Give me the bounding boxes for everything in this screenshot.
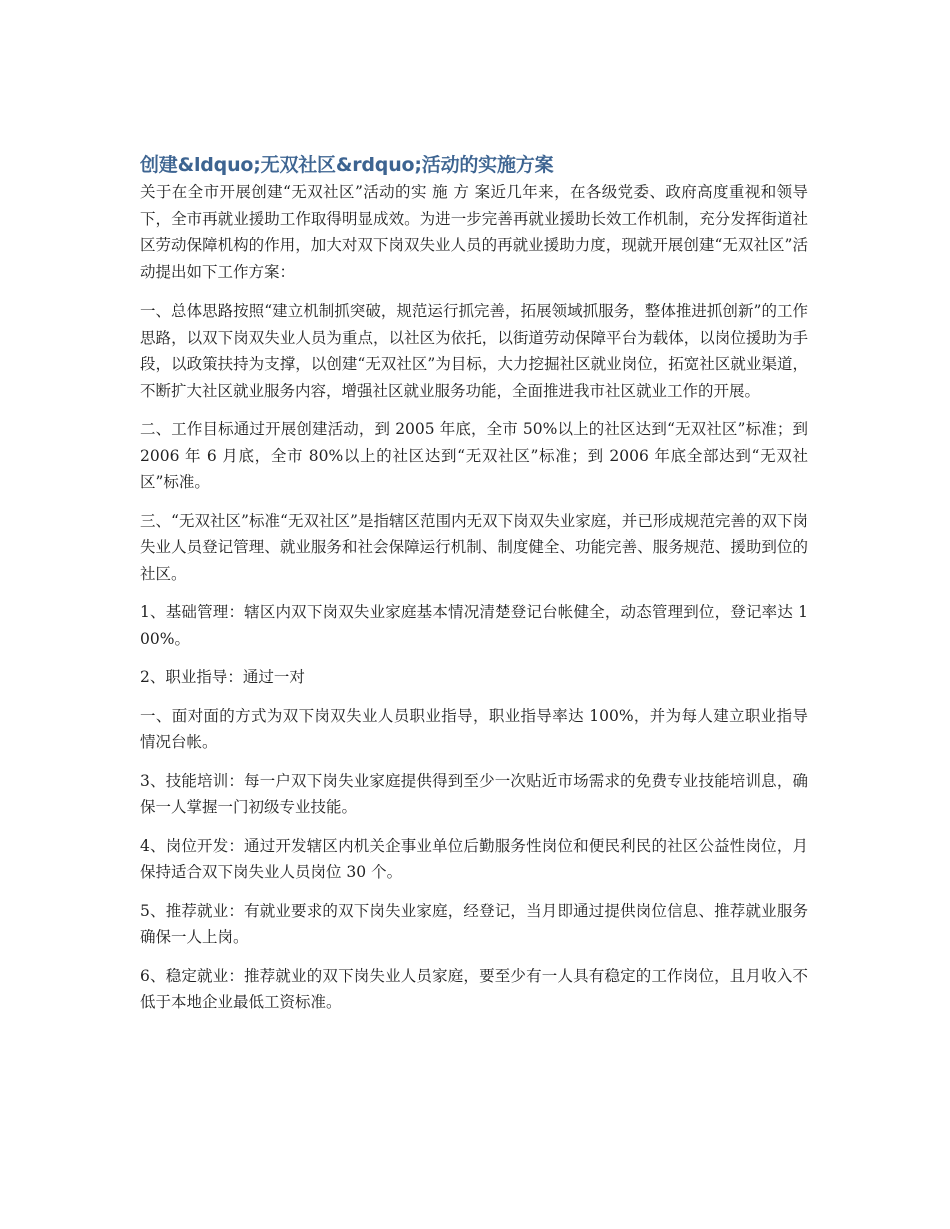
paragraph-general-approach: 一、总体思路按照“建立机制抓突破，规范运行抓完善，拓展领域抓服务，整体推进抓创新”的工作思路，以双下岗双失业人员为重点，以社区为依托，以街道劳动保障平台为载体，以岗位援助为手段，以政策扶持为支撑，以创建“无双社区”为目标，大力挖掘社区就业岗位，拓宽社区就业渠道，不断扩大社区就业服务内容，增强社区就业服务功能，全面推进我市社区就业工作的开展。 [140,302,808,400]
paragraph-job-development: 4、岗位开发：通过开发辖区内机关企事业单位后勤服务性岗位和便民利民的社区公益性岗位，月保持适合双下岗失业人员岗位 30 个。 [140,836,808,881]
paragraph-recommend-employment: 5、推荐就业：有就业要求的双下岗失业家庭，经登记，当月即通过提供岗位信息、推荐就业服务确保一人上岗。 [140,901,808,946]
paragraph-face-to-face: 一、面对面的方式为双下岗双失业人员职业指导，职业指导率达 100%，并为每人建立职业指导情况台帐。 [140,706,808,751]
paragraph-skills-training: 3、技能培训：每一户双下岗失业家庭提供得到至少一次贴近市场需求的免费专业技能培训息，确保一人掌握一门初级专业技能。 [140,771,808,816]
paragraph-career-guidance: 2、职业指导：通过一对 [140,668,305,686]
document-title: 创建&ldquo;无双社区&rdquo;活动的实施方案 [140,154,554,176]
paragraph-intro: 关于在全市开展创建“无双社区”活动的实 施 方 案近几年来，在各级党委、政府高度重视和领导下，全市再就业援助工作取得明显成效。为进一步完善再就业援助长效工作机制，充分发挥街道社区劳动保障机构的作用，加大对双下岗双失业人员的再就业援助力度，现就开展创建“无双社区”活动提出如下工作方案： [140,183,808,281]
paragraph-stable-employment: 6、稳定就业：推荐就业的双下岗失业人员家庭，要至少有一人具有稳定的工作岗位，且月收入不低于本地企业最低工资标准。 [140,966,808,1011]
paragraph-standards: 三、“无双社区”标准“无双社区”是指辖区范围内无双下岗双失业家庭，并已形成规范完善的双下岗失业人员登记管理、就业服务和社会保障运行机制、制度健全、功能完善、服务规范、援助到位的社区。 [140,511,808,583]
paragraph-work-goals: 二、工作目标通过开展创建活动，到 2005 年底，全市 50%以上的社区达到“无双社区”标准；到 2006 年 6 月底，全市 80%以上的社区达到“无双社区”标准；到 2006 年底全部达到“无双社区”标准。 [140,420,808,491]
document-page [140,152,808,1028]
paragraph-basic-management: 1、基础管理：辖区内双下岗双失业家庭基本情况清楚登记台帐健全，动态管理到位，登记率达 100%。 [140,603,808,648]
